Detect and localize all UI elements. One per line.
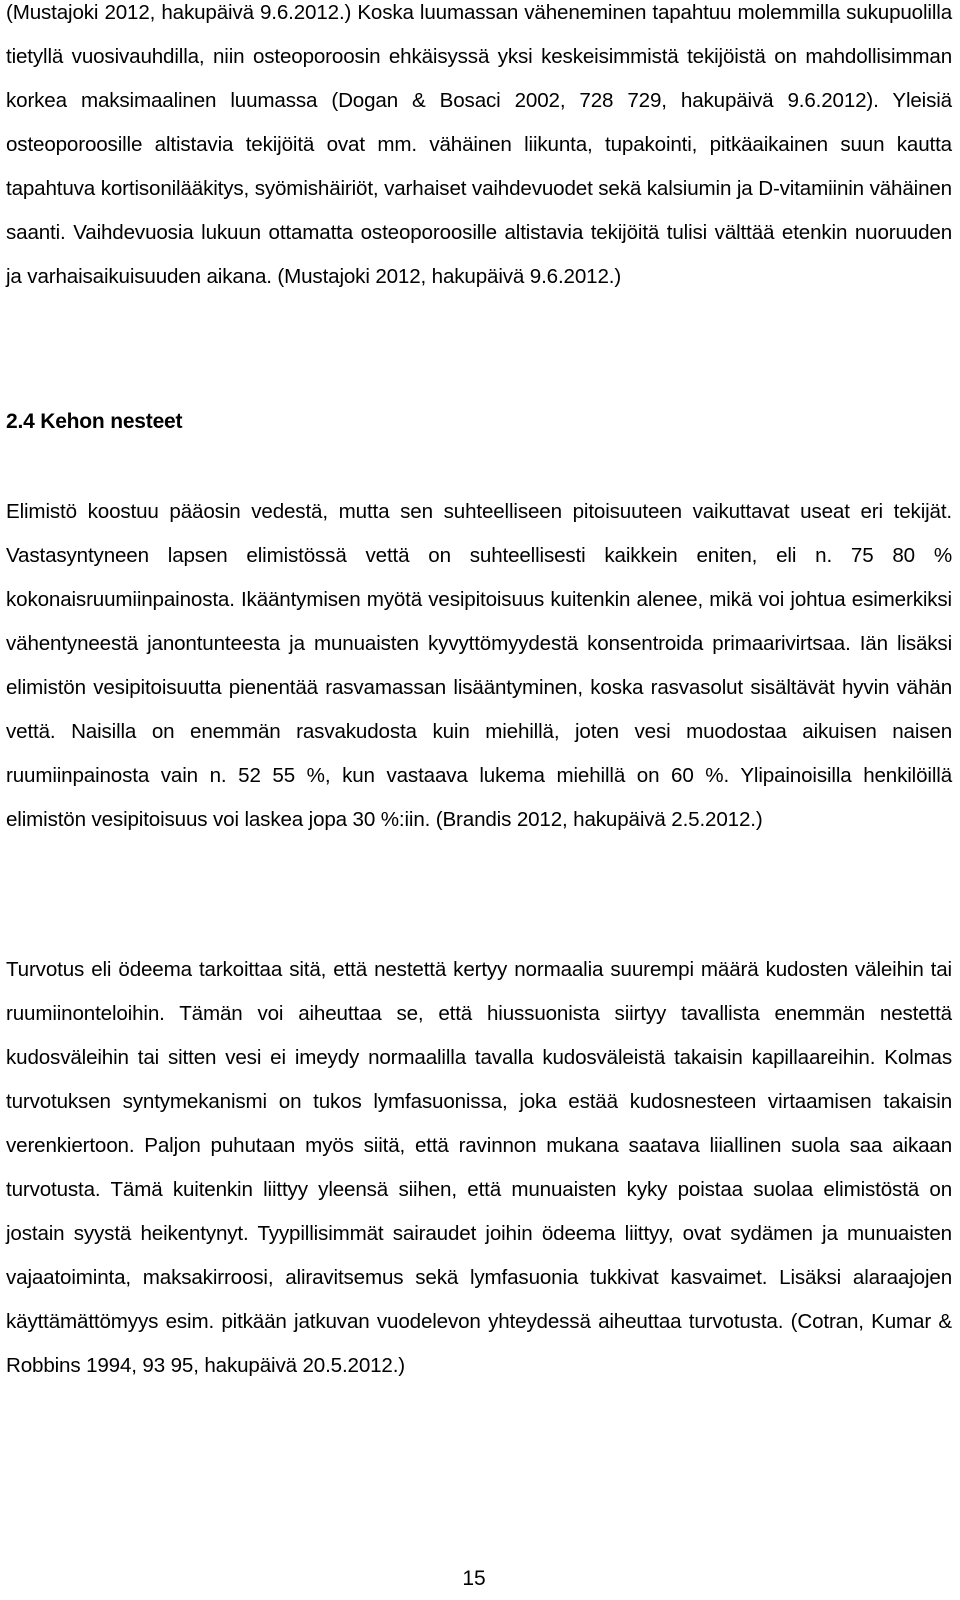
page-number: 15 [462, 1567, 486, 1590]
paragraph-body-fluids: Elimistö koostuu pääosin vedestä, mutta sen suhteelliseen pitoisuuteen vaikuttavat useat eri tekijät. Vastasyntyneen lapsen elimistössä vettä on suhteellisesti kaikkein eniten, eli n. 75 80 % kokonaisruumiinpainosta. Ikääntymisen myötä vesipitoisuus kuitenkin alenee, mikä voi johtua esimerkiksi vähentyneestä janontunteesta ja munuaisten kyvyttömyydestä konsentroida primaarivirtsaa. Iän lisäksi elimistön vesipitoisuutta pienentää rasvamassan lisääntyminen, koska rasvasolut sisältävät hyvin vähän vettä. Naisilla on enemmän rasvakudosta kuin miehillä, joten vesi muodostaa aikuisen naisen ruumiinpainosta vain n. 52 55 %, kun vastaava lukema miehillä on 60 %. Ylipainoisilla henkilöillä elimistön vesipitoisuus voi laskea jopa 30 %:iin. (Brandis 2012, hakupäivä 2.5.2012.) [6, 500, 952, 831]
paragraph-edema: Turvotus eli ödeema tarkoittaa sitä, että nestettä kertyy normaalia suurempi määrä kudosten väleihin tai ruumiinonteloihin. Tämän voi aiheuttaa se, että hiussuonista siirtyy tavallista enemmän nestettä kudosväleihin tai sitten vesi ei imeydy normaalilla tavalla kudosväleistä takaisin kapillaareihin. Kolmas turvotuksen syntymekanismi on tukos lymfasuonissa, joka estää kudosnesteen virtaamisen takaisin verenkiertoon. Paljon puhutaan myös siitä, että ravinnon mukana saatava liiallinen suola saa aikaan turvotusta. Tämä kuitenkin liittyy yleensä siihen, että munuaisten kyky poistaa suolaa elimistöstä on jostain syystä heikentynyt. Tyypillisimmät sairaudet joihin ödeema liittyy, ovat sydämen ja munuaisten vajaatoiminta, maksakirroosi, aliravitsemus sekä lymfasuonia tukkivat kasvaimet. Lisäksi alaraajojen käyttämättömyys esim. pitkään jatkuvan vuodelevon yhteydessä aiheuttaa turvotusta. (Cotran, Kumar & Robbins 1994, 93 95, hakupäivä 20.5.2012.) [6, 958, 952, 1377]
paragraph-osteoporosis-risk-factors: (Mustajoki 2012, hakupäivä 9.6.2012.) Koska luumassan väheneminen tapahtuu molemmilla sukupuolilla tietyllä vuosivauhdilla, niin osteoporoosin ehkäisyssä yksi keskeisimmistä tekijöistä on mahdollisimman korkea maksimaalinen luumassa (Dogan & Bosaci 2002, 728 729, hakupäivä 9.6.2012). Yleisiä osteoporoosille altistavia tekijöitä ovat mm. vähäinen liikunta, tupakointi, pitkäaikainen suun kautta tapahtuva kortisonilääkitys, syömishäiriöt, varhaiset vaihdevuodet sekä kalsiumin ja D-vitamiinin vähäinen saanti. Vaihdevuosia lukuun ottamatta osteoporoosille altistavia tekijöitä tulisi välttää etenkin nuoruuden ja varhaisaikuisuuden aikana. (Mustajoki 2012, hakupäivä 9.6.2012.) [6, 1, 952, 288]
section-heading: 2.4 Kehon nesteet [6, 410, 183, 433]
